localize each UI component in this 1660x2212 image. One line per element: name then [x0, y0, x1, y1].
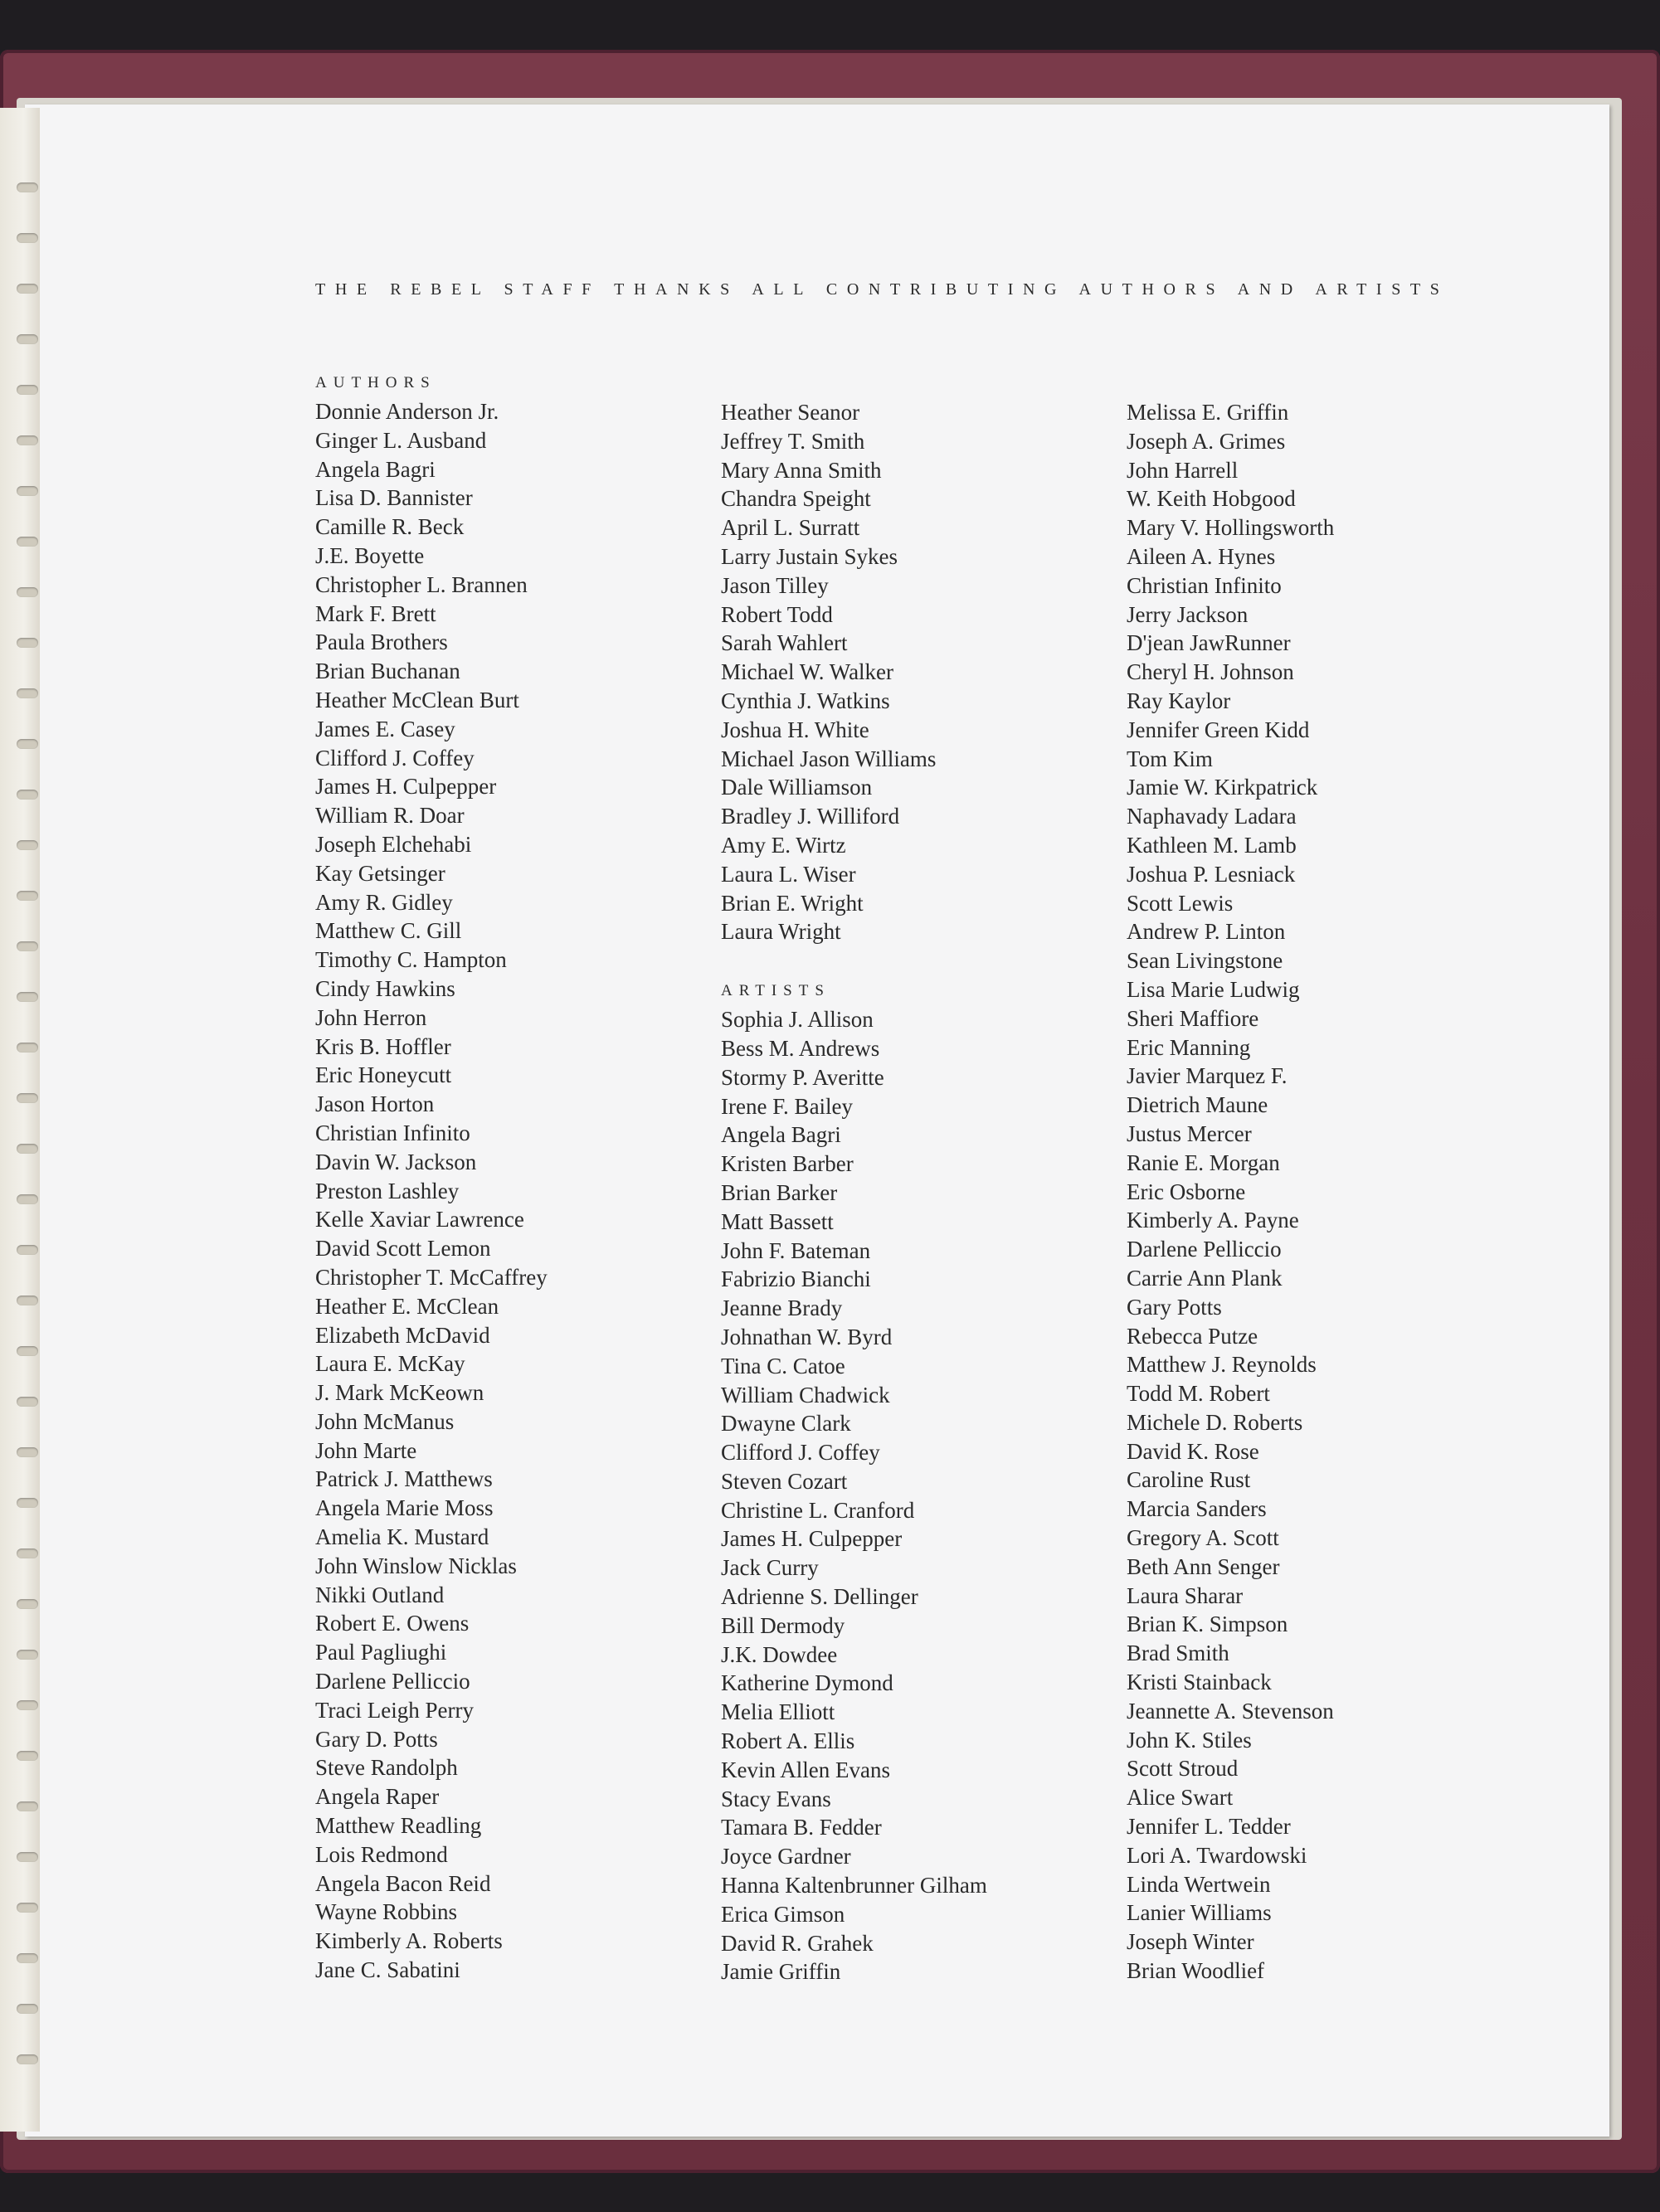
name-entry: Melissa E. Griffin: [1127, 400, 1289, 425]
name-entry: Davin W. Jackson: [315, 1149, 477, 1174]
binding-ring: [17, 1650, 38, 1660]
binding-ring: [17, 1194, 38, 1204]
name-entry: Beth Ann Senger: [1127, 1553, 1280, 1579]
name-entry: Ginger L. Ausband: [315, 427, 487, 453]
name-entry: Brian K. Simpson: [1127, 1612, 1288, 1637]
name-entry: Patrick J. Matthews: [315, 1466, 493, 1492]
name-entry: Brian Barker: [721, 1179, 838, 1205]
name-entry: Christine L. Cranford: [721, 1497, 915, 1523]
name-entry: Ranie E. Morgan: [1127, 1150, 1280, 1175]
binding-ring: [17, 1397, 38, 1407]
artists-list-2: [1127, 398, 1516, 1986]
name-entry: J.K. Dowdee: [721, 1641, 838, 1667]
name-entry: John K. Stiles: [1127, 1727, 1252, 1753]
name-entry: James E. Casey: [315, 716, 455, 741]
artists-label: ARTISTS: [721, 982, 830, 1000]
name-entry: Javier Marquez F.: [1127, 1063, 1288, 1089]
name-entry: Kris B. Hoffler: [315, 1033, 451, 1059]
name-entry: Joseph Winter: [1127, 1929, 1254, 1955]
name-entry: Aileen A. Hynes: [1127, 543, 1276, 569]
name-entry: Mark F. Brett: [315, 600, 436, 626]
name-entry: Rebecca Putze: [1127, 1323, 1258, 1349]
name-entry: Kelle Xaviar Lawrence: [315, 1207, 524, 1232]
name-entry: Darlene Pelliccio: [1127, 1237, 1282, 1262]
name-entry: Jamie W. Kirkpatrick: [1127, 775, 1318, 800]
binding-ring: [17, 435, 38, 445]
binding-ring: [17, 1245, 38, 1255]
name-entry: Andrew P. Linton: [1127, 919, 1286, 945]
name-entry: Paul Pagliughi: [315, 1640, 447, 1665]
name-entry: Preston Lashley: [315, 1178, 460, 1203]
name-entry: David R. Grahek: [721, 1930, 874, 1956]
name-entry: Jennifer L. Tedder: [1127, 1814, 1291, 1840]
name-entry: Fabrizio Bianchi: [721, 1266, 871, 1292]
binding-ring: [17, 486, 38, 496]
binding-ring: [17, 1093, 38, 1103]
name-entry: Matthew J. Reynolds: [1127, 1352, 1317, 1378]
name-entry: Heather Seanor: [721, 400, 860, 425]
name-entry: Kristen Barber: [721, 1151, 854, 1177]
name-entry: Matt Bassett: [721, 1208, 834, 1234]
name-entry: Camille R. Beck: [315, 514, 465, 540]
name-entry: Katherine Dymond: [721, 1670, 893, 1696]
name-entry: Traci Leigh Perry: [315, 1697, 474, 1723]
binding-ring: [17, 1751, 38, 1761]
name-entry: Heather E. McClean: [315, 1293, 499, 1319]
name-entry: Tom Kim: [1127, 746, 1213, 771]
name-entry: Naphavady Ladara: [1127, 804, 1297, 829]
name-entry: Gary D. Potts: [315, 1726, 438, 1752]
name-entry: Larry Justain Sykes: [721, 543, 898, 569]
name-entry: Nikki Outland: [315, 1582, 445, 1607]
name-entry: Eric Manning: [1127, 1034, 1251, 1060]
name-entry: Jason Tilley: [721, 572, 829, 598]
name-entry: Angela Bagri: [721, 1122, 841, 1148]
name-entry: John McManus: [315, 1408, 455, 1434]
column-1: [315, 369, 705, 1985]
binding-ring: [17, 1953, 38, 1963]
name-entry: Steven Cozart: [721, 1468, 848, 1494]
binding-ring: [17, 385, 38, 395]
binding-ring: [17, 1700, 38, 1710]
name-entry: Jason Horton: [315, 1091, 435, 1117]
binding-ring: [17, 1498, 38, 1508]
name-entry: Christopher T. McCaffrey: [315, 1264, 548, 1290]
name-entry: David Scott Lemon: [315, 1236, 491, 1262]
name-entry: Tina C. Catoe: [721, 1353, 845, 1378]
name-entry: John Harrell: [1127, 457, 1239, 483]
name-entry: Cheryl H. Johnson: [1127, 659, 1294, 685]
name-entry: Lisa Marie Ludwig: [1127, 976, 1300, 1002]
name-entry: Timothy C. Hampton: [315, 947, 507, 973]
name-entry: Cynthia J. Watkins: [721, 688, 890, 713]
name-entry: Brian E. Wright: [721, 890, 864, 916]
name-entry: W. Keith Hobgood: [1127, 486, 1296, 512]
name-entry: Sean Livingstone: [1127, 948, 1283, 974]
binding-ring: [17, 941, 38, 951]
authors-label: AUTHORS: [315, 374, 436, 391]
name-entry: Darlene Pelliccio: [315, 1669, 470, 1694]
name-entry: Michael W. Walker: [721, 659, 894, 685]
name-entry: Christian Infinito: [1127, 572, 1282, 598]
name-entry: Cindy Hawkins: [315, 975, 455, 1001]
name-entry: Angela Bacon Reid: [315, 1870, 491, 1896]
binding-ring: [17, 891, 38, 901]
binding-ring: [17, 688, 38, 698]
name-entry: Clifford J. Coffey: [721, 1440, 880, 1466]
name-entry: Michael Jason Williams: [721, 746, 937, 771]
binding-ring: [17, 1801, 38, 1811]
name-entry: David K. Rose: [1127, 1438, 1259, 1464]
name-entry: John Herron: [315, 1004, 427, 1030]
name-entry: Robert Todd: [721, 601, 833, 627]
name-entry: Irene F. Bailey: [721, 1093, 854, 1119]
name-entry: Mary Anna Smith: [721, 457, 882, 483]
name-entry: Laura Sharar: [1127, 1582, 1244, 1608]
name-entry: Jack Curry: [721, 1555, 819, 1581]
name-entry: Christopher L. Brannen: [315, 571, 528, 597]
binding-ring: [17, 1447, 38, 1457]
binding-ring: [17, 587, 38, 597]
name-entry: Matthew C. Gill: [315, 918, 462, 944]
name-entry: Clifford J. Coffey: [315, 745, 475, 771]
name-entry: Steve Randolph: [315, 1755, 458, 1781]
name-entry: Kristi Stainback: [1127, 1670, 1272, 1695]
name-entry: Tamara B. Fedder: [721, 1815, 882, 1840]
name-entry: Jeannette A. Stevenson: [1127, 1698, 1334, 1723]
name-entry: Jennifer Green Kidd: [1127, 717, 1310, 742]
name-entry: Jamie Griffin: [721, 1959, 841, 1985]
name-entry: Robert E. Owens: [315, 1611, 470, 1636]
name-entry: Scott Lewis: [1127, 890, 1234, 916]
authors-list-2: [721, 398, 1111, 946]
binding-ring: [17, 1903, 38, 1913]
name-entry: Jane C. Sabatini: [315, 1957, 460, 1983]
name-entry: Lois Redmond: [315, 1841, 448, 1867]
name-entry: Mary V. Hollingsworth: [1127, 515, 1335, 541]
binding-ring: [17, 790, 38, 800]
name-entry: Kay Getsinger: [315, 860, 445, 886]
name-entry: Adrienne S. Dellinger: [721, 1584, 918, 1610]
name-entry: John Winslow Nicklas: [315, 1553, 517, 1578]
section-gap: [721, 946, 1111, 977]
name-entry: Angela Raper: [315, 1784, 440, 1810]
binding-ring: [17, 284, 38, 294]
page-heading: THE REBEL STAFF THANKS ALL CONTRIBUTING AUTHORS AND ARTISTS: [315, 280, 1449, 299]
name-entry: Joseph Elchehabi: [315, 831, 472, 857]
name-entry: Joshua H. White: [721, 717, 869, 742]
binding-ring: [17, 182, 38, 192]
name-entry: Justus Mercer: [1127, 1121, 1252, 1146]
name-entry: Lanier Williams: [1127, 1900, 1272, 1926]
name-entry: Laura L. Wiser: [721, 861, 856, 887]
name-entry: Brian Buchanan: [315, 659, 460, 684]
name-entry: Paula Brothers: [315, 630, 448, 655]
name-entry: Laura Wright: [721, 919, 841, 945]
name-entry: Stacy Evans: [721, 1786, 831, 1811]
name-entry: Heather McClean Burt: [315, 687, 519, 712]
name-entry: Elizabeth McDavid: [315, 1322, 490, 1348]
name-entry: Kimberly A. Roberts: [315, 1928, 503, 1954]
name-entry: Lisa D. Bannister: [315, 485, 473, 511]
name-entry: Hanna Kaltenbrunner Gilham: [721, 1873, 987, 1898]
binding-ring: [17, 1043, 38, 1053]
binding-ring: [17, 1599, 38, 1609]
name-entry: Todd M. Robert: [1127, 1381, 1270, 1407]
name-entry: Sarah Wahlert: [721, 630, 848, 656]
name-entry: Bill Dermody: [721, 1612, 845, 1638]
name-entry: James H. Culpepper: [721, 1526, 903, 1552]
name-entry: Caroline Rust: [1127, 1467, 1251, 1493]
name-entry: Eric Osborne: [1127, 1179, 1246, 1204]
column-2: [721, 398, 1111, 1986]
name-entry: Wayne Robbins: [315, 1899, 458, 1925]
column-3: [1127, 398, 1516, 1986]
name-entry: Linda Wertwein: [1127, 1871, 1271, 1897]
name-entry: Dwayne Clark: [721, 1411, 851, 1437]
name-entry: Kathleen M. Lamb: [1127, 832, 1297, 858]
name-entry: Laura E. McKay: [315, 1351, 465, 1377]
name-entry: Marcia Sanders: [1127, 1496, 1267, 1522]
name-entry: Joyce Gardner: [721, 1844, 851, 1869]
name-entry: Matthew Readling: [315, 1813, 482, 1839]
name-entry: Stormy P. Averitte: [721, 1064, 884, 1090]
name-entry: Angela Bagri: [315, 456, 436, 482]
binding-ring: [17, 537, 38, 547]
name-entry: April L. Surratt: [721, 515, 860, 541]
name-entry: Gary Potts: [1127, 1294, 1222, 1320]
name-entry: Amy E. Wirtz: [721, 832, 846, 858]
binding-ring: [17, 1144, 38, 1154]
name-entry: D'jean JawRunner: [1127, 630, 1291, 656]
name-entry: Eric Honeycutt: [315, 1062, 452, 1088]
name-entry: Johnathan W. Byrd: [721, 1324, 893, 1349]
name-entry: Carrie Ann Plank: [1127, 1265, 1283, 1291]
binding-ring: [17, 739, 38, 749]
name-entry: Angela Marie Moss: [315, 1495, 494, 1521]
name-entry: Kevin Allen Evans: [721, 1757, 890, 1782]
binding-ring: [17, 992, 38, 1002]
name-entry: Chandra Speight: [721, 486, 871, 512]
name-entry: Amy R. Gidley: [315, 889, 453, 915]
name-entry: John F. Bateman: [721, 1237, 871, 1263]
binding-ring: [17, 638, 38, 648]
name-entry: Kimberly A. Payne: [1127, 1208, 1299, 1233]
name-entry: Michele D. Roberts: [1127, 1409, 1303, 1435]
binding-ring: [17, 1346, 38, 1356]
name-entry: Lori A. Twardowski: [1127, 1842, 1307, 1868]
binding-ring: [17, 233, 38, 243]
name-entry: William Chadwick: [721, 1382, 890, 1407]
name-entry: James H. Culpepper: [315, 774, 497, 800]
name-entry: Robert A. Ellis: [721, 1728, 855, 1754]
name-entry: Jeffrey T. Smith: [721, 428, 865, 454]
binding-ring: [17, 840, 38, 850]
name-entry: Scott Stroud: [1127, 1756, 1239, 1782]
name-entry: J. Mark McKeown: [315, 1380, 484, 1406]
name-entry: Dietrich Maune: [1127, 1092, 1268, 1118]
name-entry: Brian Woodlief: [1127, 1958, 1265, 1984]
binding-ring: [17, 2004, 38, 2014]
name-entry: Jeanne Brady: [721, 1296, 843, 1321]
artists-list-1: [721, 1005, 1111, 1986]
binding-ring: [17, 1852, 38, 1862]
name-entry: Donnie Anderson Jr.: [315, 399, 499, 424]
name-entry: Dale Williamson: [721, 775, 873, 800]
name-entry: Jerry Jackson: [1127, 601, 1249, 627]
name-entry: J.E. Boyette: [315, 542, 425, 568]
name-entry: Christian Infinito: [315, 1120, 470, 1145]
name-entry: Sophia J. Allison: [721, 1007, 874, 1033]
binding-ring: [17, 1548, 38, 1558]
name-entry: Sheri Maffiore: [1127, 1005, 1259, 1031]
name-entry: Gregory A. Scott: [1127, 1525, 1279, 1551]
binding-ring: [17, 2054, 38, 2064]
binding-ring: [17, 1296, 38, 1305]
name-entry: Melia Elliott: [721, 1699, 835, 1725]
name-entry: Ray Kaylor: [1127, 688, 1231, 713]
name-entry: Alice Swart: [1127, 1785, 1234, 1811]
name-entry: Erica Gimson: [721, 1901, 845, 1927]
authors-list-1: [315, 397, 705, 1985]
name-entry: Brad Smith: [1127, 1641, 1229, 1666]
name-entry: Bradley J. Williford: [721, 804, 900, 829]
name-entry: William R. Doar: [315, 803, 465, 829]
name-entry: John Marte: [315, 1437, 417, 1463]
name-entry: Joseph A. Grimes: [1127, 428, 1286, 454]
binding-ring: [17, 334, 38, 344]
binding-edge: [0, 108, 40, 2132]
name-entry: Bess M. Andrews: [721, 1035, 880, 1061]
name-entry: Joshua P. Lesniack: [1127, 861, 1296, 887]
name-entry: Amelia K. Mustard: [315, 1524, 489, 1550]
